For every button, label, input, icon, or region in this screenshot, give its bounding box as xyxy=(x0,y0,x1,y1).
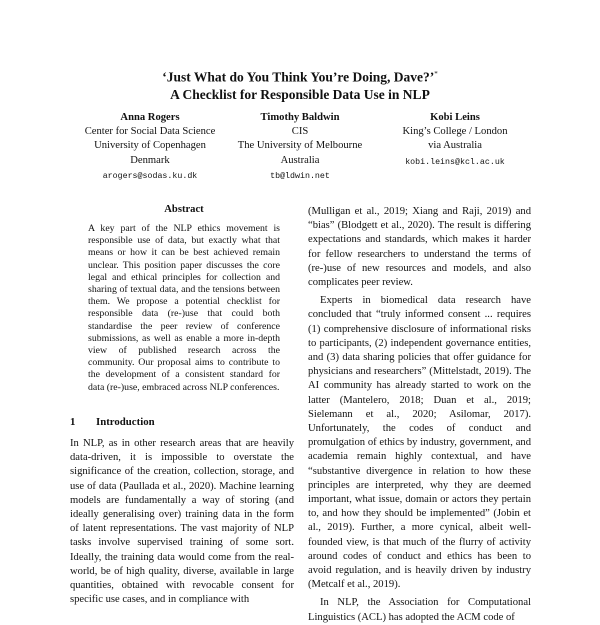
author-affiliation: King’s College / London xyxy=(402,126,508,138)
author-affiliation: Center for Social Data Science xyxy=(84,126,216,138)
body-paragraph: Experts in biomedical data research have concluded that “truly informed consent ... requires (1) comprehensive disclosure of informational risks to participants, (2) independent governance entities, and (3) data sharing policies that offer guidance for physicians and researchers” (Mittelstadt, 2019). The AI community has already started to work on the latter (Mantelero, 2018; Duan et al., 2019; Sielemann et al., 2020; Asilomar, 2017). Unfortunately, the codes of conduct and promulgation of ethics by industry, government, and academia remain highly contextual, and have “substantive divergence in relation to how these principles are interpreted, why they are deemed important, what issue, domain or actors they pertain to, and how they should be implemented” (Jobin et al., 2019). Further, a more cynical, albeit well-founded view, is that much of the flurry of activity around codes of conduct and ethics has been to avoid regulation, and is heavily driven by industry (Metcalf et al., 2019). xyxy=(308,295,531,591)
title-line-2: A Checklist for Responsible Data Use in NLP xyxy=(170,86,430,102)
author-affiliation: Denmark xyxy=(130,154,170,166)
author-block-rogers xyxy=(60,111,240,184)
paper-title xyxy=(0,66,600,103)
abstract-heading: Abstract xyxy=(164,204,204,215)
author-affiliation: via Australia xyxy=(428,140,482,152)
title-line-1 xyxy=(0,66,600,86)
title-footnote-mark: * xyxy=(434,70,438,78)
right-column-body xyxy=(308,205,531,625)
author-name: Kobi Leins xyxy=(430,112,480,123)
author-affiliation: Australia xyxy=(280,154,320,166)
author-name: Timothy Baldwin xyxy=(260,112,340,123)
author-affiliation: CIS xyxy=(291,126,309,138)
author-email: arogers@sodas.ku.dk xyxy=(102,171,198,181)
author-affiliation: University of Copenhagen xyxy=(94,140,206,152)
body-paragraph: (Mulligan et al., 2019; Xiang and Raji, 2019) and “bias” (Blodgett et al., 2020). The result is differing expectations and standards, which makes it harder for fellow researchers to understand the terms of (re-)use of new resources and models, and also complicates peer review. xyxy=(308,206,531,289)
section-title: Introduction xyxy=(96,416,155,428)
author-block-baldwin xyxy=(215,111,385,184)
section-number: 1 xyxy=(70,416,76,428)
author-email: tb@ldwin.net xyxy=(270,171,330,181)
title-text: ‘Just What do You Think You’re Doing, Dave?’ xyxy=(162,69,435,85)
abstract-text: A key part of the NLP ethics movement is responsible use of data, but exactly what that means or how it can be best achieved remain unclear. This position paper discusses the core legal and ethical principles for collection and sharing of textual data, and the tensions between them. We propose a potential checklist for responsible data (re-)use that could both standardise the peer review of conference submissions, as well as enable a more in-depth view of published research across the community. Our proposal aims to contribute to the development of a consistent standard for data (re-)use, embraced across NLP conferences. xyxy=(88,223,280,393)
body-paragraph: In NLP, the Association for Computational Linguistics (ACL) has adopted the ACM code of xyxy=(308,597,531,623)
left-column-body xyxy=(70,437,294,607)
author-block-leins xyxy=(370,111,540,170)
author-name: Anna Rogers xyxy=(120,112,180,123)
author-affiliation: The University of Melbourne xyxy=(237,140,363,152)
intro-paragraph: In NLP, as in other research areas that are heavily data-driven, it is impossible to overstate the significance of the creation, collection, storage, and use of data (Paullada et al., 2020). Machine learning models are fundamentally a way of storing (and ideally generalising over) training data in the form of latent representations. The vast majority of NLP tasks involve supervised training of some sort. Ideally, the training data would come from the real-world, be of high quality, diverse, available in large quantities, obtained with revocable consent for specific use cases, and in compliance with xyxy=(70,438,294,606)
author-email: kobi.leins@kcl.ac.uk xyxy=(405,157,505,167)
section-heading-introduction xyxy=(70,416,290,428)
